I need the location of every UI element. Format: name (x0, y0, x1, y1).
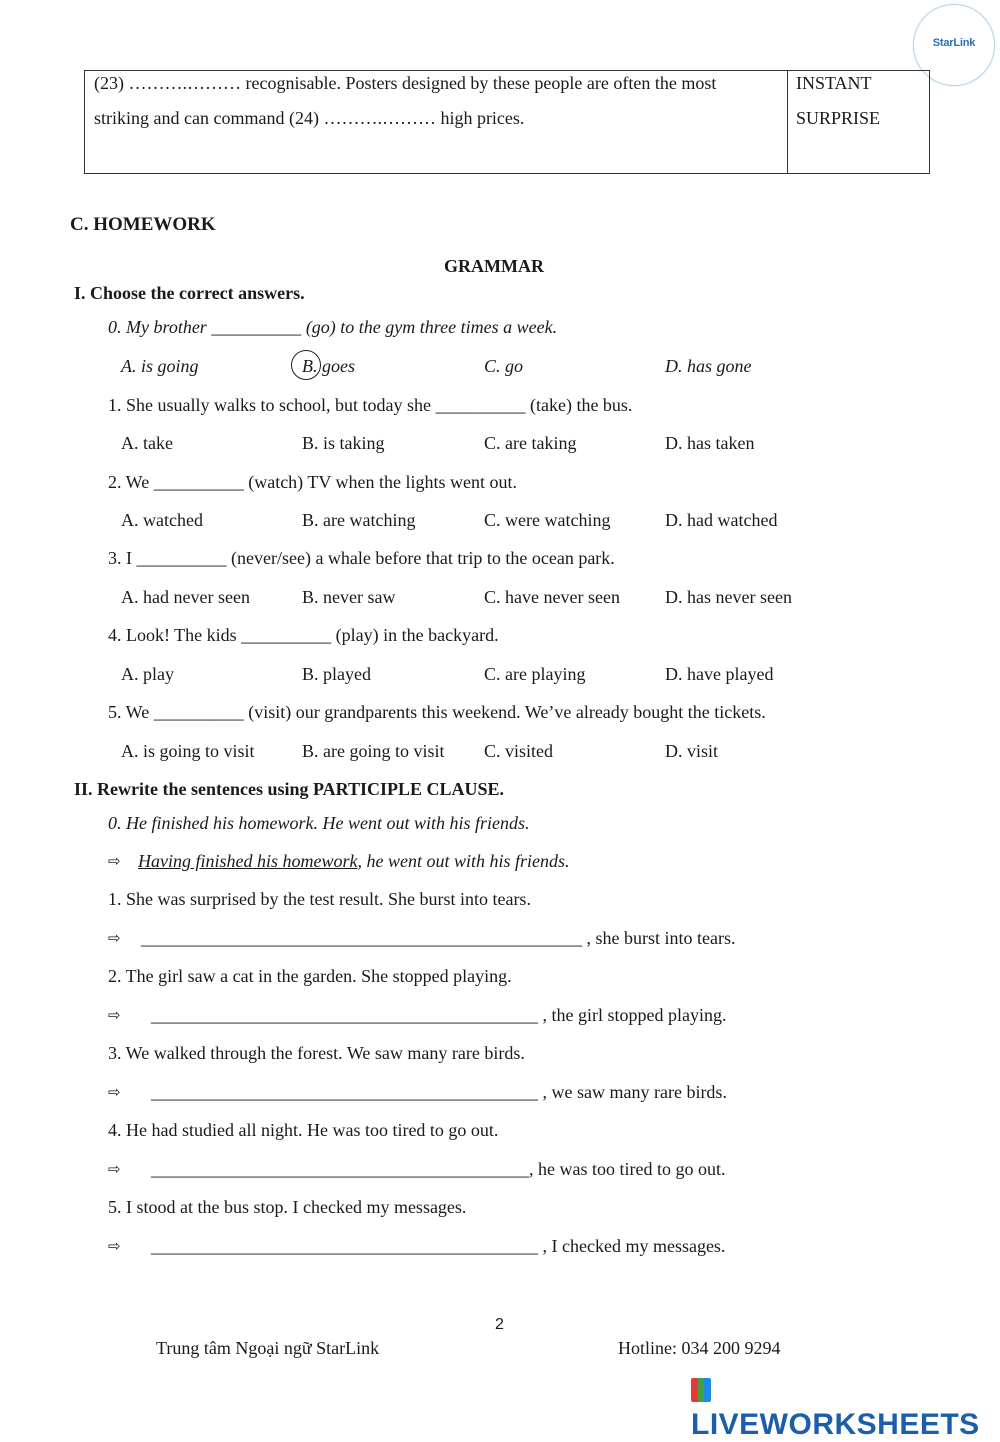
question-3: 3. I __________ (never/see) a whale before that trip to the ocean park. (108, 548, 615, 568)
q2-option-a[interactable]: A. watched (121, 510, 203, 530)
liveworksheets-text: LIVEWORKSHEETS (691, 1408, 980, 1441)
section-subtitle: GRAMMAR (444, 256, 544, 276)
question-5: 5. We __________ (visit) our grandparents this weekend. We’ve already bought the tickets. (108, 702, 766, 722)
rewrite-answer-3[interactable]: ___________________________________________ , we saw many rare birds. (151, 1082, 727, 1102)
arrow-icon: ⇨ (108, 1083, 121, 1101)
arrow-icon: ⇨ (108, 1160, 121, 1178)
q3-option-c[interactable]: C. have never seen (484, 587, 620, 607)
question-1: 1. She usually walks to school, but today she __________ (take) the bus. (108, 395, 633, 415)
q5-option-d[interactable]: D. visit (665, 741, 719, 761)
q5-option-c[interactable]: C. visited (484, 741, 554, 761)
q1-option-a[interactable]: A. take (121, 433, 173, 453)
rewrite-sentence-2: 2. The girl saw a cat in the garden. She stopped playing. (108, 966, 512, 986)
example-option-c: C. go (484, 356, 524, 376)
table-line-2: striking and can command (24) ……….……… high prices. (94, 108, 525, 128)
q1-option-b[interactable]: B. is taking (302, 433, 385, 453)
example-question: 0. My brother __________ (go) to the gym three times a week. (108, 317, 558, 337)
liveworksheets-icon (691, 1378, 711, 1402)
arrow-icon: ⇨ (108, 1006, 121, 1024)
rewrite-example-answer (138, 851, 570, 872)
rewrite-answer-1[interactable]: _________________________________________________ , she burst into tears. (141, 928, 736, 948)
rewrite-sentence-1: 1. She was surprised by the test result. She burst into tears. (108, 889, 531, 909)
q1-option-d[interactable]: D. has taken (665, 433, 755, 453)
rewrite-sentence-4: 4. He had studied all night. He was too tired to go out. (108, 1120, 499, 1140)
rewrite-answer-5[interactable]: ___________________________________________ , I checked my messages. (151, 1236, 726, 1256)
q2-option-c[interactable]: C. were watching (484, 510, 611, 530)
rewrite-sentence-3: 3. We walked through the forest. We saw many rare birds. (108, 1043, 525, 1063)
arrow-icon: ⇨ (108, 852, 121, 870)
page-number: 2 (495, 1316, 504, 1333)
table-divider (787, 71, 788, 173)
logo-text: StarLink (932, 37, 976, 49)
table-word-instant: INSTANT (796, 73, 872, 93)
rewrite-answer-2[interactable]: ___________________________________________ , the girl stopped playing. (151, 1005, 727, 1025)
q4-option-c[interactable]: C. are playing (484, 664, 586, 684)
example-option-b: B. goes (302, 356, 355, 376)
footer-hotline: Hotline: 034 200 9294 (618, 1338, 781, 1358)
q4-option-b[interactable]: B. played (302, 664, 371, 684)
q4-option-a[interactable]: A. play (121, 664, 174, 684)
q1-option-c[interactable]: C. are taking (484, 433, 577, 453)
question-2: 2. We __________ (watch) TV when the lights went out. (108, 472, 517, 492)
section-title: C. HOMEWORK (70, 214, 216, 235)
example-option-a: A. is going (121, 356, 199, 376)
liveworksheets-brand[interactable] (691, 1374, 1000, 1442)
rewrite-example-sentence: 0. He finished his homework. He went out with his friends. (108, 813, 530, 833)
part2-heading: II. Rewrite the sentences using PARTICIPLE CLAUSE. (74, 779, 505, 799)
footer-center-name: Trung tâm Ngoại ngữ StarLink (156, 1338, 380, 1358)
rewrite-sentence-5: 5. I stood at the bus stop. I checked my messages. (108, 1197, 467, 1217)
part1-heading: I. Choose the correct answers. (74, 283, 305, 303)
q3-option-d[interactable]: D. has never seen (665, 587, 792, 607)
q5-option-a[interactable]: A. is going to visit (121, 741, 255, 761)
example-answer-rest: , he went out with his friends. (357, 851, 570, 871)
q2-option-b[interactable]: B. are watching (302, 510, 416, 530)
table-word-surprise: SURPRISE (796, 108, 881, 128)
q5-option-b[interactable]: B. are going to visit (302, 741, 445, 761)
example-answer-underlined: Having finished his homework (138, 851, 358, 871)
q3-option-b[interactable]: B. never saw (302, 587, 396, 607)
q4-option-d[interactable]: D. have played (665, 664, 774, 684)
arrow-icon: ⇨ (108, 929, 121, 947)
q3-option-a[interactable]: A. had never seen (121, 587, 250, 607)
question-4: 4. Look! The kids __________ (play) in the backyard. (108, 625, 499, 645)
q2-option-d[interactable]: D. had watched (665, 510, 778, 530)
table-line-1: (23) ……….……… recognisable. Posters designed by these people are often the most (94, 73, 717, 93)
rewrite-answer-4[interactable]: __________________________________________, he was too tired to go out. (151, 1159, 726, 1179)
arrow-icon: ⇨ (108, 1237, 121, 1255)
example-option-d: D. has gone (665, 356, 752, 376)
